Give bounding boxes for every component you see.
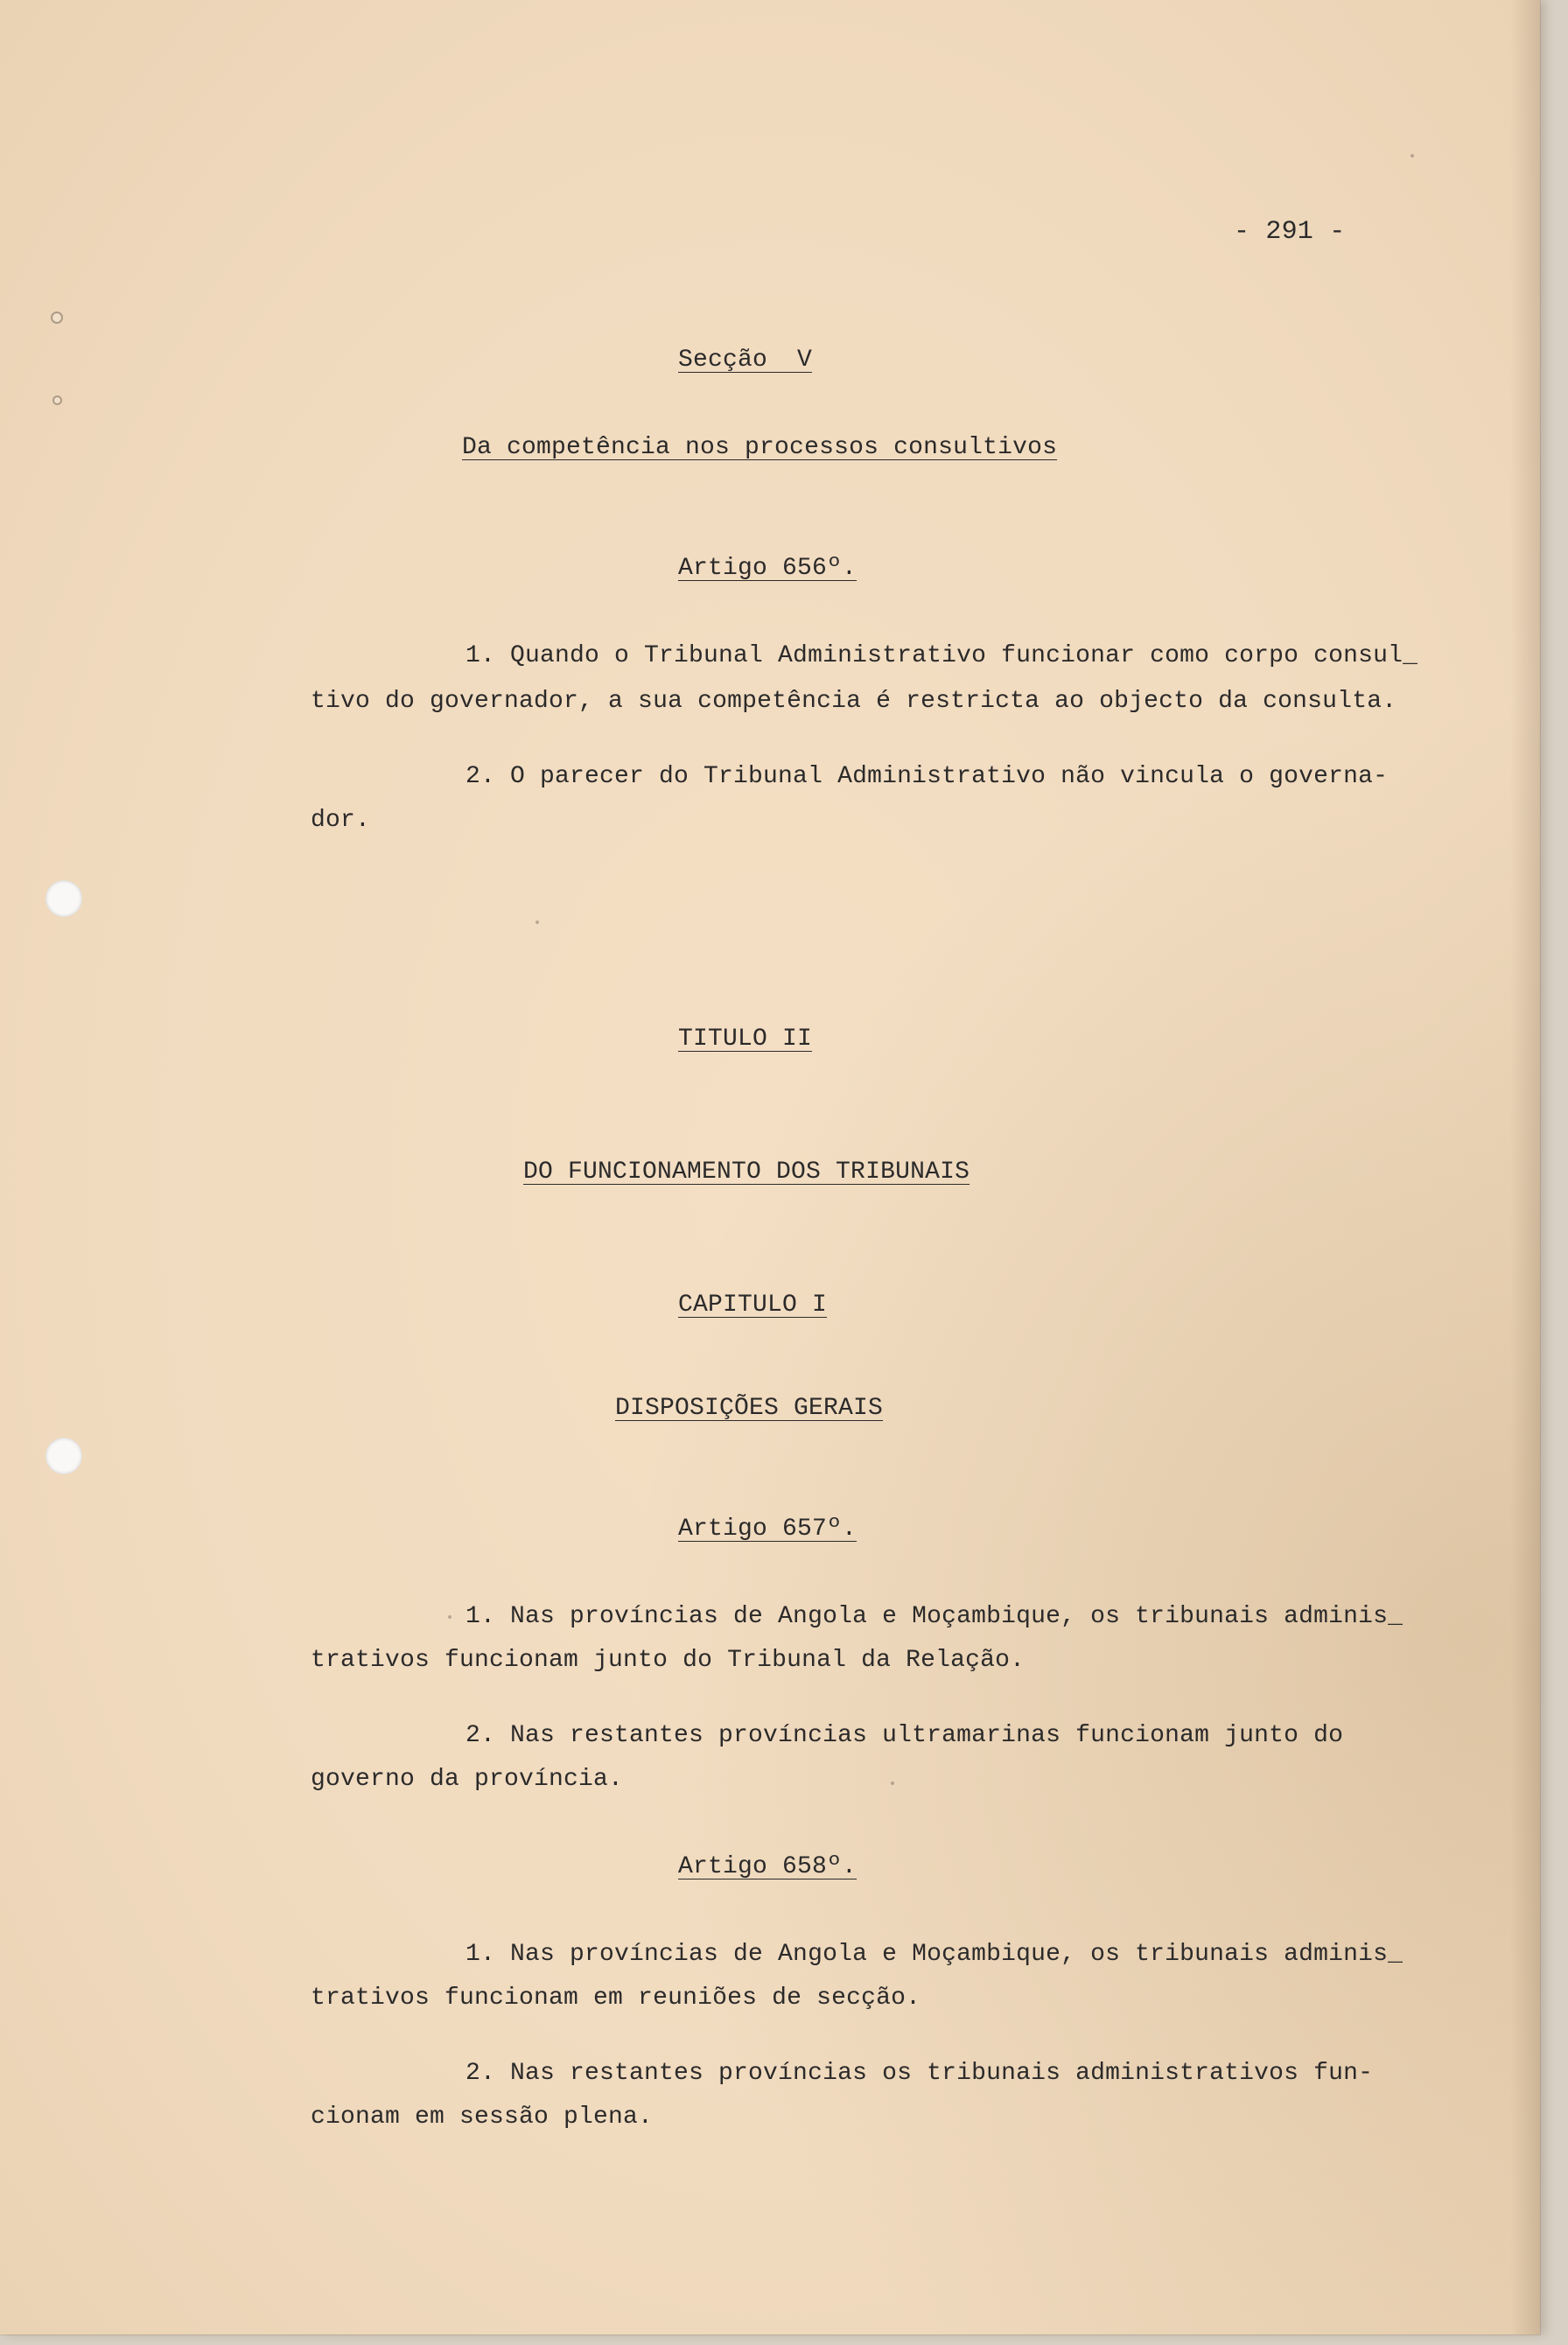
chapter-subheading: DISPOSIÇÕES GERAIS xyxy=(615,1395,884,1422)
page-number: - 291 - xyxy=(1234,217,1346,247)
binding-mark-lower xyxy=(52,396,62,405)
article-657-paragraph-2-line-2: governo da província. xyxy=(311,1766,624,1793)
article-658-paragraph-2-line-1: 2. Nas restantes províncias os tribunais administrativos fun- xyxy=(466,2060,1374,2087)
paper-speck xyxy=(536,920,539,924)
article-658-heading: Artigo 658º. xyxy=(678,1853,858,1880)
page-shadow-edge xyxy=(1510,0,1540,2334)
punch-hole-lower xyxy=(46,1438,82,1474)
title-heading: TITULO II xyxy=(678,1026,813,1053)
punch-hole-upper xyxy=(46,880,82,917)
section-title: Secção V xyxy=(678,346,813,374)
article-656-paragraph-2-line-1: 2. O parecer do Tribunal Administrativo não vincula o governa- xyxy=(466,763,1389,790)
article-657-paragraph-1-line-2: trativos funcionam junto do Tribunal da Relação. xyxy=(311,1647,1026,1674)
article-657-paragraph-2-line-1: 2. Nas restantes províncias ultramarinas funcionam junto do xyxy=(466,1722,1344,1749)
article-657-heading: Artigo 657º. xyxy=(678,1516,858,1543)
article-657-paragraph-1-line-1: 1. Nas províncias de Angola e Moçambique, os tribunais adminis_ xyxy=(466,1603,1404,1630)
chapter-heading: CAPITULO I xyxy=(678,1292,828,1319)
article-658-paragraph-2-line-2: cionam em sessão plena. xyxy=(311,2104,654,2131)
binding-mark-upper xyxy=(51,312,63,324)
section-subtitle: Da competência nos processos consultivos xyxy=(462,434,1058,461)
article-656-paragraph-1-line-1: 1. Quando o Tribunal Administrativo funcionar como corpo consul_ xyxy=(466,642,1418,669)
paper-speck xyxy=(891,1782,894,1785)
article-656-paragraph-2-line-2: dor. xyxy=(311,807,371,834)
article-656-heading: Artigo 656º. xyxy=(678,555,858,582)
article-658-paragraph-1-line-1: 1. Nas províncias de Angola e Moçambique, os tribunais adminis_ xyxy=(466,1941,1404,1968)
article-656-paragraph-1-line-2: tivo do governador, a sua competência é restricta ao objecto da consulta. xyxy=(311,688,1397,715)
title-subheading: DO FUNCIONAMENTO DOS TRIBUNAIS xyxy=(523,1158,970,1186)
paper-speck xyxy=(1410,154,1414,158)
paper-speck xyxy=(448,1615,452,1619)
article-658-paragraph-1-line-2: trativos funcionam em reuniões de secção. xyxy=(311,1984,921,2012)
